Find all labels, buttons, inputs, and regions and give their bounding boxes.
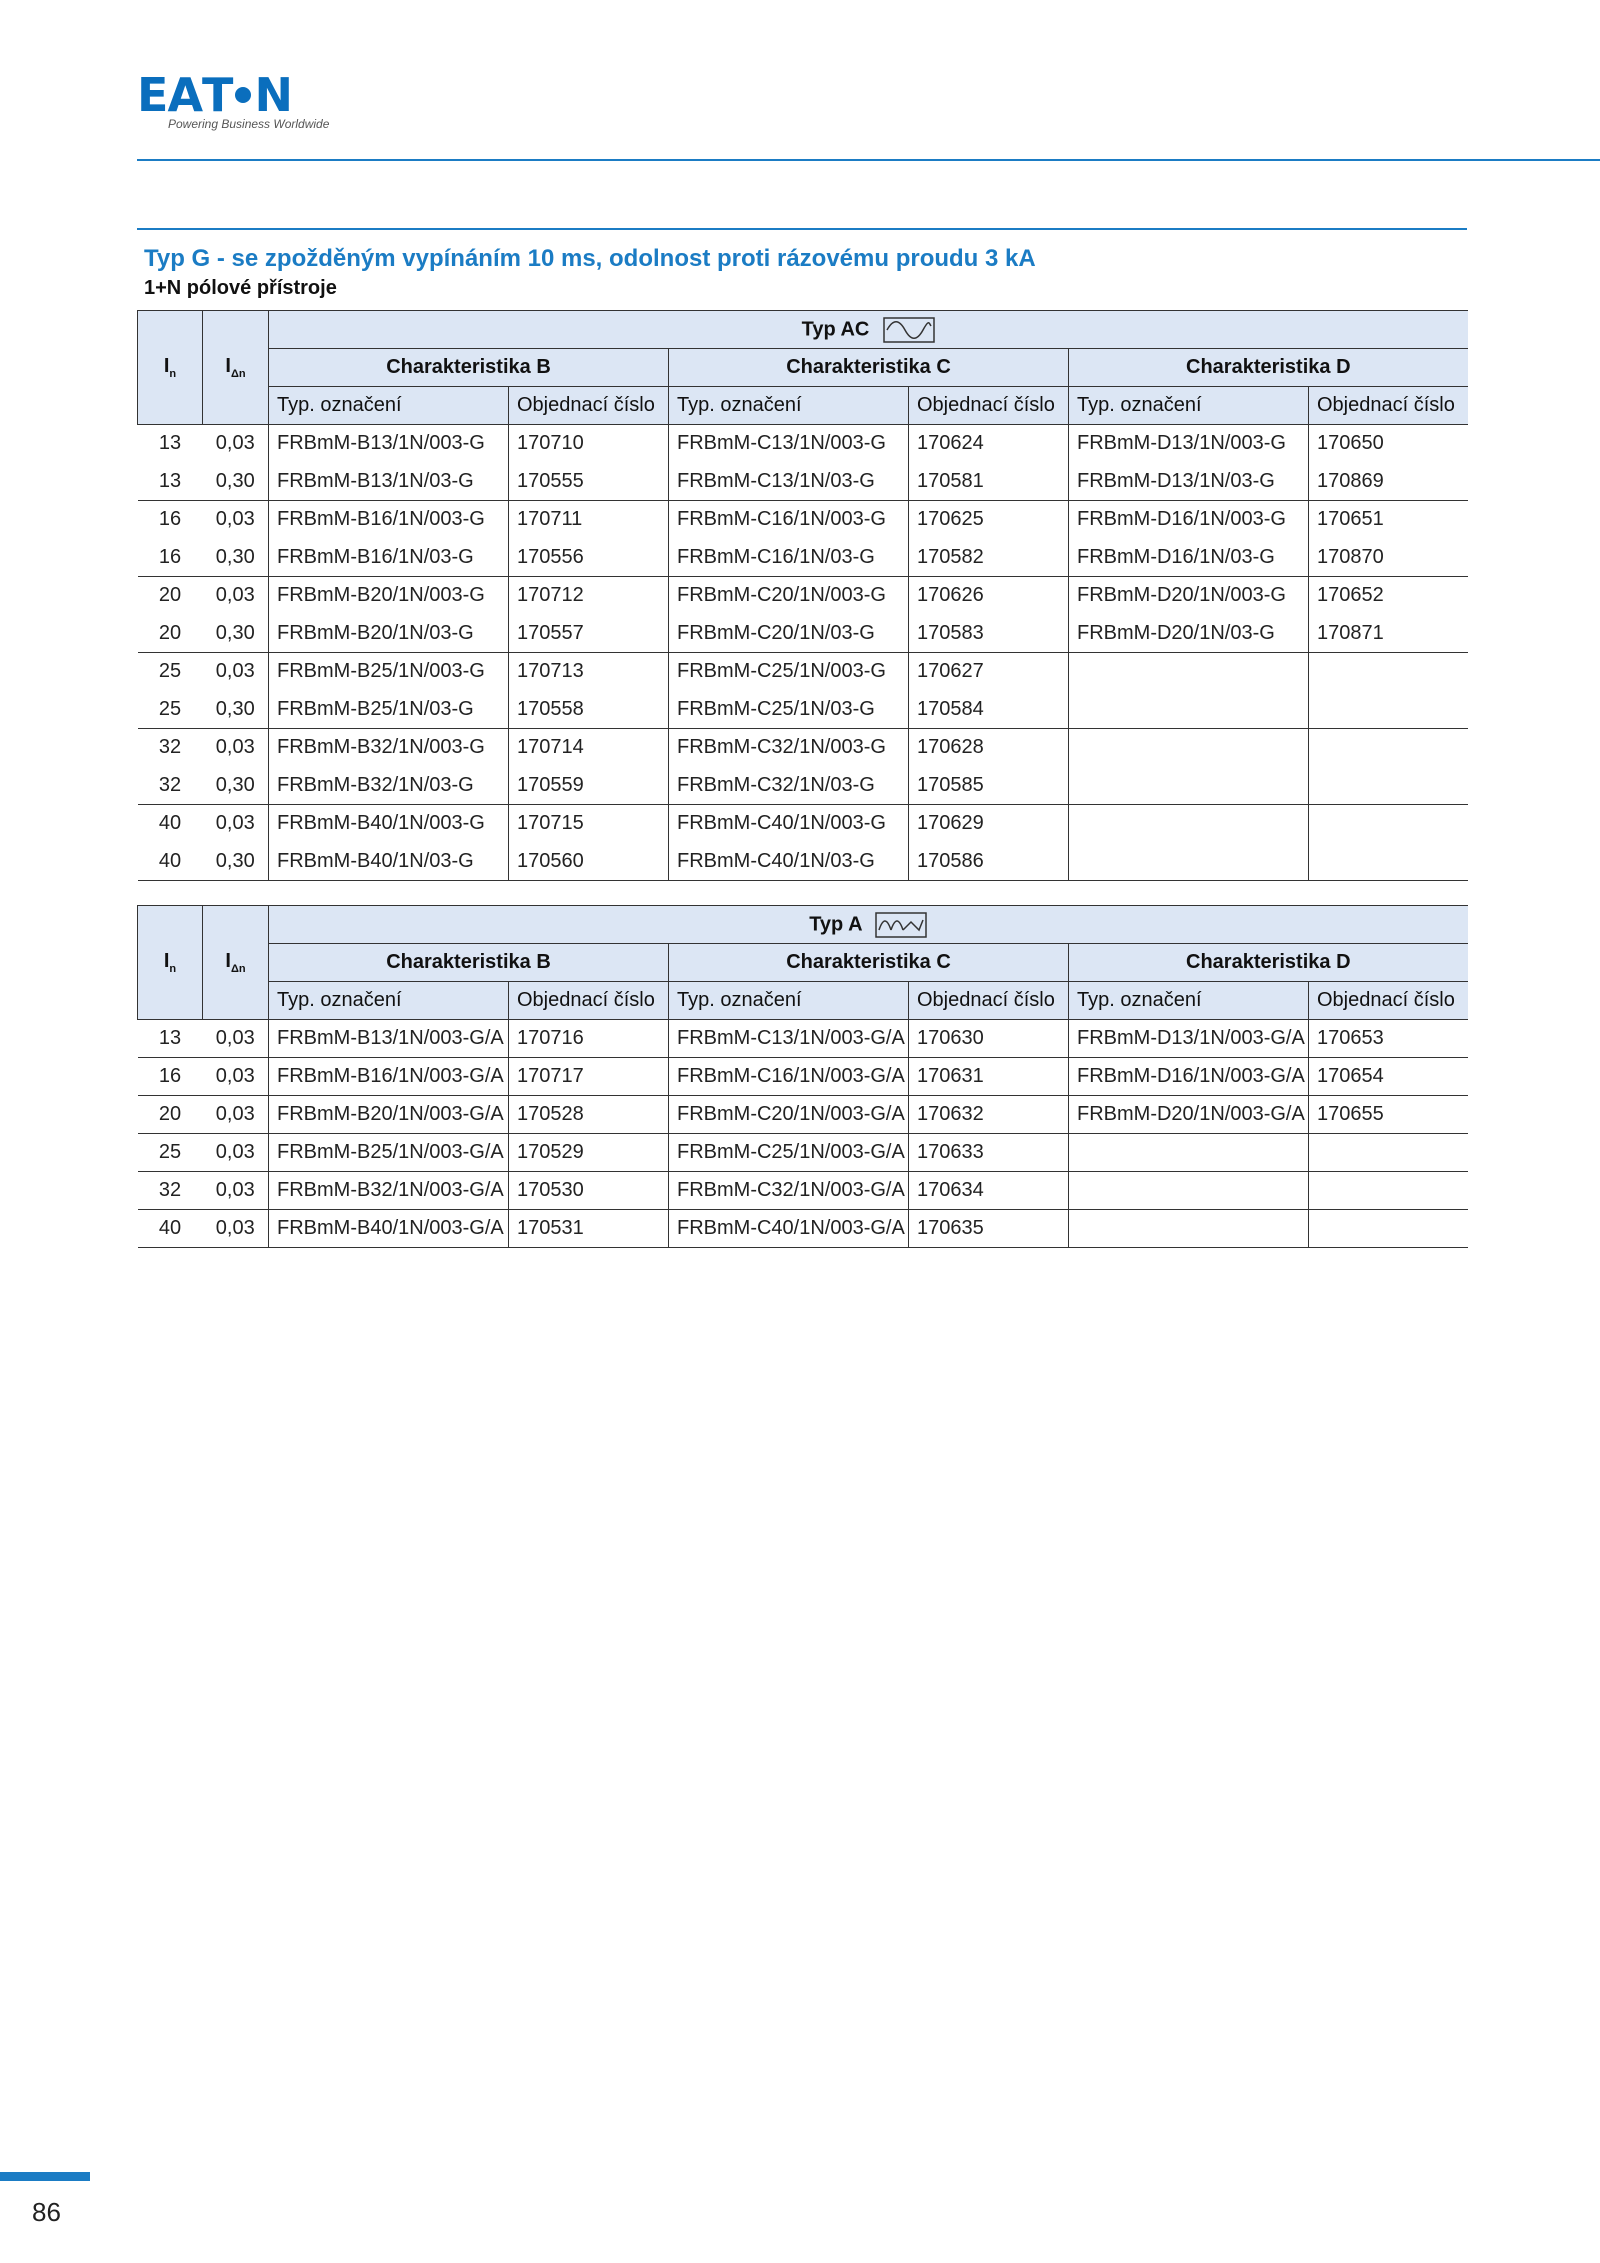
cell-typ-b: FRBmM-B25/1N/003-G/A [269,1134,509,1172]
cell-in: 32 [158,736,182,759]
col-typ-d: Typ. označení [1069,982,1309,1020]
cell-idn: 0,30 [203,539,269,577]
cell-obj-c: 170626 [909,577,1069,615]
cell-typ-b: FRBmM-B32/1N/003-G [269,729,509,767]
cell-obj-b: 170717 [509,1058,669,1096]
char-b-header: Charakteristika B [269,944,669,982]
cell-obj-d [1309,843,1468,881]
type-ac-header: Typ AC [269,311,1468,349]
cell-obj-c: 170582 [909,539,1069,577]
cell-typ-b: FRBmM-B40/1N/003-G [269,805,509,843]
cell-typ-d: FRBmM-D20/1N/003-G [1069,577,1309,615]
char-b-header: Charakteristika B [269,349,669,387]
cell-in: 16 [138,539,203,577]
cell-typ-c: FRBmM-C20/1N/003-G [669,577,909,615]
cell-typ-c: FRBmM-C40/1N/003-G/A [669,1210,909,1248]
cell-in: 32 [138,767,203,805]
cell-obj-d [1309,729,1468,767]
table-typ-a [137,905,1468,1248]
logo-wordmark: E A T N [137,68,292,122]
cell-idn: 0,30 [203,843,269,881]
cell-idn: 0,30 [203,767,269,805]
col-typ-b: Typ. označení [269,982,509,1020]
cell-obj-d: 170651 [1309,501,1468,539]
cell-obj-d: 170871 [1309,615,1468,653]
col-idn: $I_{\Delta n}$ [203,311,269,425]
cell-typ-d: FRBmM-D13/1N/03-G [1069,463,1309,501]
cell-typ-c: FRBmM-C32/1N/003-G [669,729,909,767]
cell-obj-d: 170654 [1309,1058,1468,1096]
cell-idn: 0,03 [203,1020,269,1058]
table-row [138,463,1468,501]
cell-obj-c: 170581 [909,463,1069,501]
cell-obj-b: 170555 [509,463,669,501]
table-row [138,1172,1468,1210]
cell-idn: 0,03 [203,1058,269,1096]
cell-in: 40 [138,1210,203,1248]
cell-idn: 0,03 [215,508,255,531]
cell-obj-b: 170559 [509,767,669,805]
cell-obj-d [1309,653,1468,691]
cell-idn: 0,03 [203,1134,269,1172]
char-d-header: Charakteristika D [1069,349,1468,387]
table-row [138,501,1468,539]
cell-obj-d [1309,1134,1468,1172]
cell-in: 13 [158,432,182,455]
cell-typ-b: FRBmM-B32/1N/003-G/A [269,1172,509,1210]
cell-idn: 0,03 [215,660,255,683]
cell-obj-c: 170584 [909,691,1069,729]
cell-obj-b: 170713 [509,653,669,691]
cell-obj-d [1309,691,1468,729]
cell-typ-c: FRBmM-C25/1N/003-G/A [669,1134,909,1172]
table-row [138,691,1468,729]
cell-obj-c: 170630 [909,1020,1069,1058]
cell-idn: 0,30 [203,615,269,653]
cell-typ-c: FRBmM-C40/1N/003-G [669,805,909,843]
cell-obj-b: 170558 [509,691,669,729]
cell-idn: 0,03 [203,1210,269,1248]
cell-in: 20 [138,1096,203,1134]
col-obj-c: Objednací číslo [909,387,1069,425]
col-in: $I_n$ [138,906,203,1020]
cell-typ-c: FRBmM-C13/1N/003-G/A [669,1020,909,1058]
cell-idn: 0,30 [203,463,269,501]
table-row [138,767,1468,805]
cell-typ-d: FRBmM-D13/1N/003-G [1069,425,1309,463]
cell-obj-c: 170628 [909,729,1069,767]
cell-obj-c: 170627 [909,653,1069,691]
cell-obj-d [1309,805,1468,843]
cell-typ-c: FRBmM-C20/1N/03-G [669,615,909,653]
table-typ-ac [137,310,1468,881]
cell-typ-d [1069,1134,1309,1172]
cell-typ-c: FRBmM-C25/1N/003-G [669,653,909,691]
cell-typ-d [1069,691,1309,729]
cell-obj-b: 170710 [509,425,669,463]
page-number: 86 [32,2197,61,2227]
cell-typ-b: FRBmM-B20/1N/03-G [269,615,509,653]
cell-typ-b: FRBmM-B16/1N/003-G [269,501,509,539]
section-rule [137,228,1467,230]
cell-typ-c: FRBmM-C32/1N/003-G/A [669,1172,909,1210]
cell-in: 40 [138,843,203,881]
cell-typ-d [1069,1210,1309,1248]
cell-in: 32 [138,1172,203,1210]
cell-typ-b: FRBmM-B20/1N/003-G [269,577,509,615]
cell-typ-c: FRBmM-C20/1N/003-G/A [669,1096,909,1134]
cell-typ-c: FRBmM-C16/1N/003-G/A [669,1058,909,1096]
cell-obj-d: 170653 [1309,1020,1468,1058]
cell-obj-d [1309,1210,1468,1248]
cell-obj-b: 170531 [509,1210,669,1248]
cell-obj-c: 170583 [909,615,1069,653]
eaton-logo [137,68,337,131]
cell-typ-d [1069,653,1309,691]
col-typ-b: Typ. označení [269,387,509,425]
cell-obj-b: 170530 [509,1172,669,1210]
col-obj-c: Objednací číslo [909,982,1069,1020]
a-pulsating-wave-icon [875,912,927,938]
cell-typ-d [1069,843,1309,881]
col-typ-c: Typ. označení [669,982,909,1020]
cell-obj-b: 170711 [509,501,669,539]
table-row [138,1096,1468,1134]
cell-idn: 0,30 [203,691,269,729]
cell-typ-c: FRBmM-C25/1N/03-G [669,691,909,729]
cell-typ-b: FRBmM-B25/1N/003-G [269,653,509,691]
cell-obj-d [1309,1172,1468,1210]
char-d-header: Charakteristika D [1069,944,1468,982]
cell-obj-b: 170712 [509,577,669,615]
cell-typ-b: FRBmM-B13/1N/003-G/A [269,1020,509,1058]
cell-in: 13 [138,1020,203,1058]
col-obj-b: Objednací číslo [509,387,669,425]
cell-obj-b: 170716 [509,1020,669,1058]
cell-obj-d: 170650 [1309,425,1468,463]
table-row [138,805,1468,843]
cell-typ-c: FRBmM-C13/1N/03-G [669,463,909,501]
cell-obj-d: 170655 [1309,1096,1468,1134]
header-rule [137,159,1600,161]
table-row [138,615,1468,653]
cell-typ-c: FRBmM-C40/1N/03-G [669,843,909,881]
cell-obj-d: 170869 [1309,463,1468,501]
cell-typ-d: FRBmM-D16/1N/003-G/A [1069,1058,1309,1096]
cell-obj-b: 170529 [509,1134,669,1172]
table-row [138,843,1468,881]
cell-typ-b: FRBmM-B13/1N/003-G [269,425,509,463]
ac-sine-wave-icon [883,317,935,343]
cell-typ-d [1069,805,1309,843]
cell-in: 25 [138,1134,203,1172]
cell-typ-c: FRBmM-C13/1N/003-G [669,425,909,463]
cell-obj-c: 170629 [909,805,1069,843]
col-in: $I_n$ [138,311,203,425]
cell-typ-d: FRBmM-D16/1N/03-G [1069,539,1309,577]
cell-in: 40 [158,812,182,835]
cell-obj-d: 170870 [1309,539,1468,577]
table-row [138,425,1468,463]
cell-typ-c: FRBmM-C32/1N/03-G [669,767,909,805]
table-row [138,539,1468,577]
cell-idn: 0,03 [215,584,255,607]
cell-idn: 0,03 [215,736,255,759]
cell-obj-b: 170715 [509,805,669,843]
main-content [137,228,1467,1248]
cell-typ-c: FRBmM-C16/1N/03-G [669,539,909,577]
cell-obj-c: 170631 [909,1058,1069,1096]
cell-obj-b: 170556 [509,539,669,577]
cell-obj-d: 170652 [1309,577,1468,615]
cell-typ-d [1069,767,1309,805]
cell-typ-c: FRBmM-C16/1N/003-G [669,501,909,539]
cell-obj-c: 170625 [909,501,1069,539]
table-row [138,1058,1468,1096]
section-title: Typ G - se zpožděným vypínáním 10 ms, odolnost proti rázovému proudu 3 kA [144,245,1036,272]
cell-typ-d [1069,1172,1309,1210]
cell-obj-c: 170624 [909,425,1069,463]
cell-in: 13 [138,463,203,501]
cell-typ-b: FRBmM-B13/1N/03-G [269,463,509,501]
page-tab-marker [0,2172,90,2181]
type-a-header: Typ A [269,906,1468,944]
cell-obj-b: 170557 [509,615,669,653]
cell-obj-c: 170633 [909,1134,1069,1172]
cell-typ-b: FRBmM-B32/1N/03-G [269,767,509,805]
cell-obj-c: 170585 [909,767,1069,805]
cell-typ-b: FRBmM-B25/1N/03-G [269,691,509,729]
cell-obj-b: 170560 [509,843,669,881]
cell-idn: 0,03 [215,812,255,835]
cell-idn: 0,03 [203,1172,269,1210]
cell-obj-c: 170586 [909,843,1069,881]
cell-typ-d: FRBmM-D16/1N/003-G [1069,501,1309,539]
char-c-header: Charakteristika C [669,349,1069,387]
cell-typ-b: FRBmM-B16/1N/03-G [269,539,509,577]
table-row [138,577,1468,615]
cell-in: 16 [158,508,182,531]
cell-in: 20 [138,615,203,653]
cell-obj-c: 170634 [909,1172,1069,1210]
cell-in: 25 [138,691,203,729]
char-c-header: Charakteristika C [669,944,1069,982]
cell-in: 25 [158,660,182,683]
col-obj-b: Objednací číslo [509,982,669,1020]
cell-obj-c: 170635 [909,1210,1069,1248]
cell-in: 16 [138,1058,203,1096]
cell-typ-b: FRBmM-B40/1N/003-G/A [269,1210,509,1248]
table-row [138,1020,1468,1058]
cell-idn: 0,03 [203,1096,269,1134]
col-obj-d: Objednací číslo [1309,982,1468,1020]
cell-obj-b: 170714 [509,729,669,767]
cell-obj-c: 170632 [909,1096,1069,1134]
cell-idn: 0,03 [215,432,255,455]
col-typ-d: Typ. označení [1069,387,1309,425]
table-row [138,653,1468,691]
col-typ-c: Typ. označení [669,387,909,425]
col-obj-d: Objednací číslo [1309,387,1468,425]
cell-typ-d [1069,729,1309,767]
cell-typ-b: FRBmM-B40/1N/03-G [269,843,509,881]
logo-tagline: Powering Business Worldwide [168,117,330,131]
cell-typ-d: FRBmM-D20/1N/003-G/A [1069,1096,1309,1134]
table-row [138,729,1468,767]
cell-in: 20 [158,584,182,607]
cell-typ-b: FRBmM-B16/1N/003-G/A [269,1058,509,1096]
table-row [138,1210,1468,1248]
col-idn: $I_{\Delta n}$ [203,906,269,1020]
cell-obj-b: 170528 [509,1096,669,1134]
cell-typ-b: FRBmM-B20/1N/003-G/A [269,1096,509,1134]
cell-typ-d: FRBmM-D20/1N/03-G [1069,615,1309,653]
cell-typ-d: FRBmM-D13/1N/003-G/A [1069,1020,1309,1058]
section-subtitle: 1+N pólové přístroje [144,277,337,299]
table-row [138,1134,1468,1172]
cell-obj-d [1309,767,1468,805]
